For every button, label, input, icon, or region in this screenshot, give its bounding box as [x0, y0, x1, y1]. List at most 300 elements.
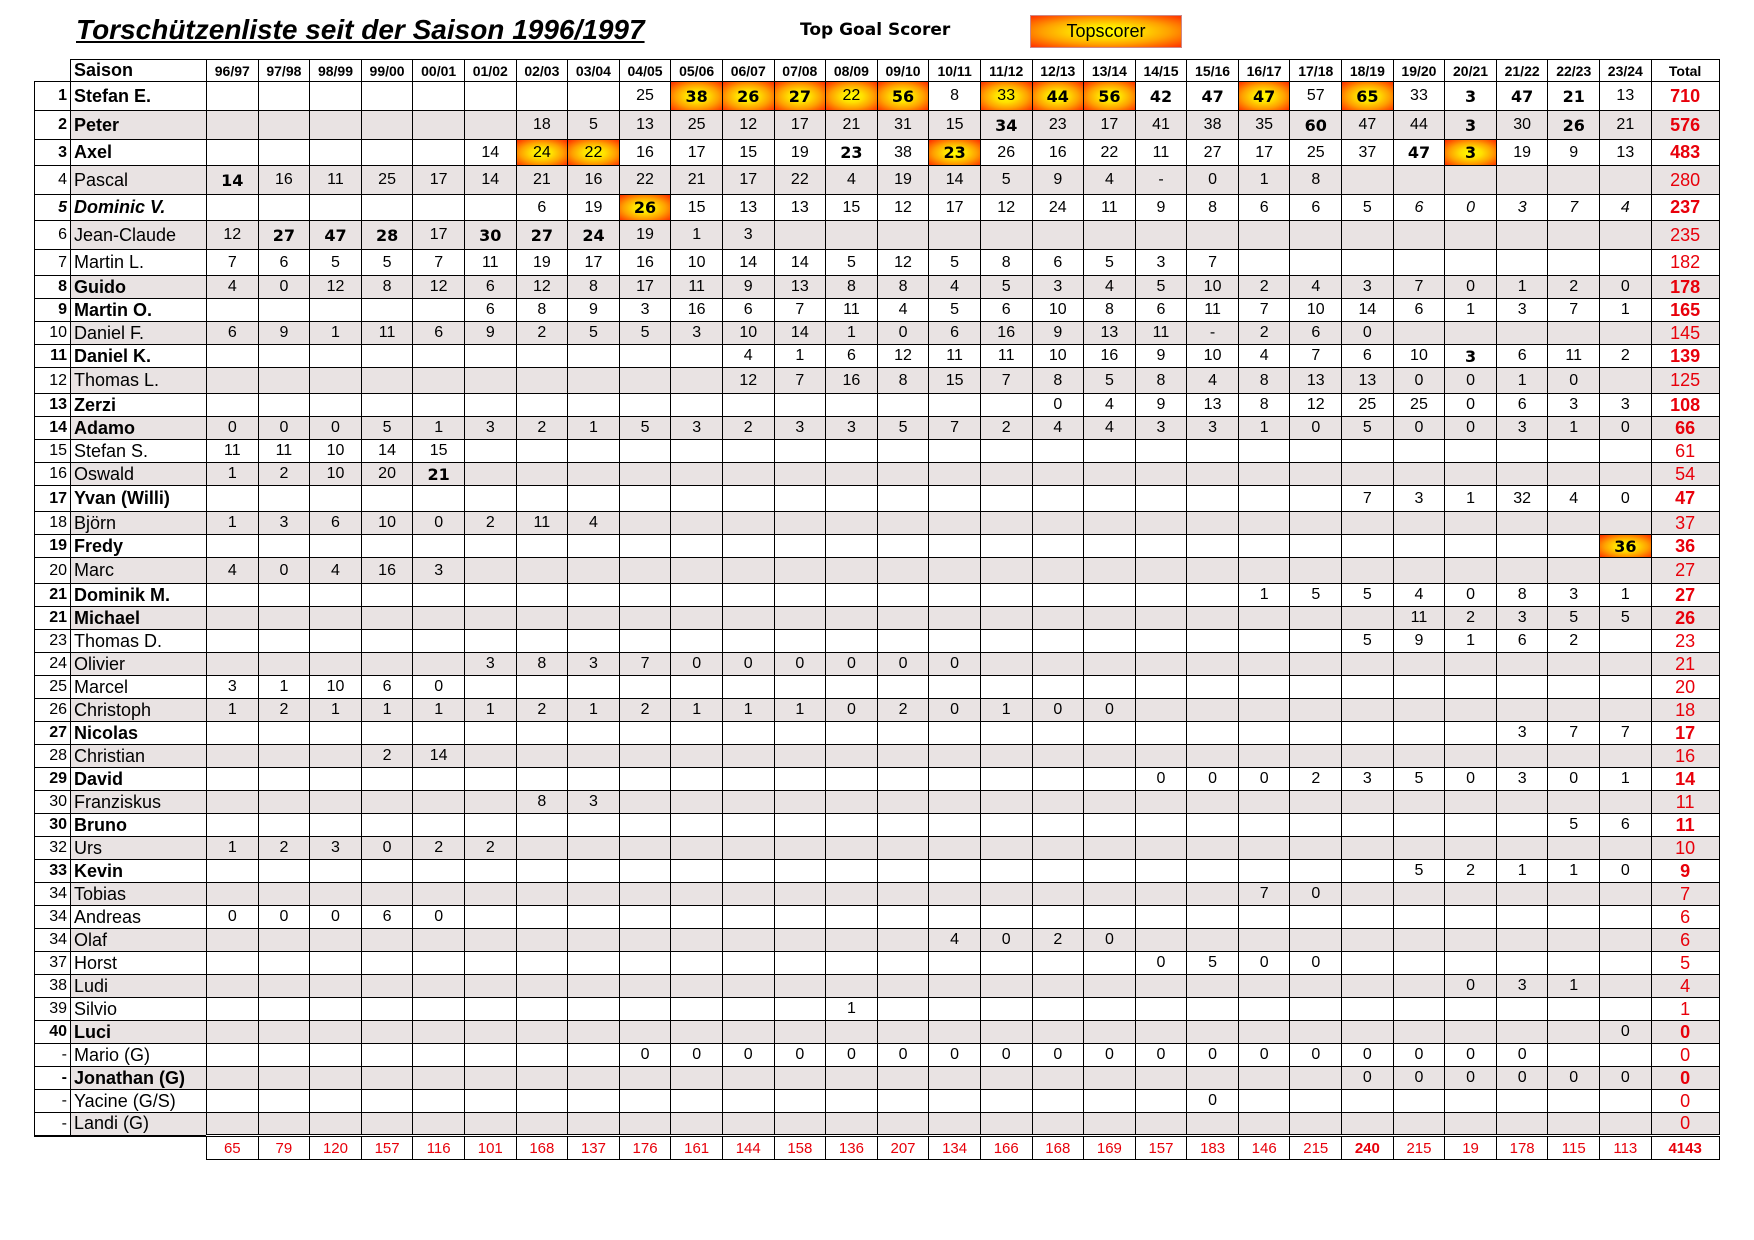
goal-cell: 4 [722, 345, 774, 368]
goal-cell: 22 [619, 166, 671, 195]
goal-cell: 11 [671, 276, 723, 299]
goal-cell: 2 [516, 322, 568, 345]
goal-cell [258, 653, 310, 676]
goal-cell: 5 [1187, 952, 1239, 975]
goal-cell: 1 [1238, 417, 1290, 440]
goal-cell: 0 [1600, 860, 1652, 883]
goal-cell [1238, 814, 1290, 837]
goal-cell [1290, 558, 1342, 584]
row-rank: 12 [35, 368, 71, 394]
goal-cell [464, 82, 516, 111]
goal-cell [413, 486, 465, 512]
goal-cell: 0 [1548, 768, 1600, 791]
goal-cell: 2 [980, 417, 1032, 440]
player-total: 7 [1651, 883, 1719, 906]
goal-cell: 1 [568, 417, 620, 440]
goal-cell [774, 906, 826, 929]
goal-cell [258, 299, 310, 322]
goal-cell [361, 883, 413, 906]
goal-cell: 14 [464, 140, 516, 166]
season-total: 113 [1600, 1136, 1652, 1160]
goal-cell: 2 [877, 699, 929, 722]
goal-cell [980, 630, 1032, 653]
goal-cell [1032, 860, 1084, 883]
goal-cell [361, 345, 413, 368]
player-total: 483 [1651, 140, 1719, 166]
goal-cell [207, 195, 259, 221]
goal-cell [1032, 676, 1084, 699]
season-total: 157 [1135, 1136, 1187, 1160]
row-rank: - [35, 1067, 71, 1090]
season-total: 144 [722, 1136, 774, 1160]
goal-cell [464, 394, 516, 417]
goal-cell: 17 [413, 221, 465, 250]
goal-cell: 4 [1084, 166, 1136, 195]
goal-cell [464, 195, 516, 221]
goal-cell [516, 837, 568, 860]
player-total: 36 [1651, 535, 1719, 558]
player-name: Jean-Claude [71, 221, 207, 250]
goal-cell: 18 [516, 111, 568, 140]
goal-cell: 23 [826, 140, 878, 166]
goal-cell [1600, 745, 1652, 768]
goal-cell: 15 [671, 195, 723, 221]
goal-cell: 24 [568, 221, 620, 250]
goal-cell [361, 584, 413, 607]
goal-cell [207, 111, 259, 140]
goal-cell: 22 [1084, 140, 1136, 166]
goal-cell [1445, 535, 1497, 558]
goal-cell [1393, 676, 1445, 699]
goal-cell [1135, 653, 1187, 676]
goal-cell [722, 607, 774, 630]
player-total: 0 [1651, 1044, 1719, 1067]
goal-cell [207, 394, 259, 417]
goal-cell [413, 299, 465, 322]
goal-cell: 23 [929, 140, 981, 166]
goal-cell [826, 440, 878, 463]
goal-cell [929, 860, 981, 883]
goal-cell [413, 630, 465, 653]
goal-cell [310, 998, 362, 1021]
goal-cell [722, 1021, 774, 1044]
goal-cell [619, 814, 671, 837]
goal-cell: 1 [671, 699, 723, 722]
goal-cell [980, 558, 1032, 584]
header-season: 23/24 [1600, 60, 1652, 82]
goal-cell [929, 1021, 981, 1044]
goal-cell [516, 814, 568, 837]
goal-cell: 21 [671, 166, 723, 195]
goal-cell [516, 1044, 568, 1067]
goal-cell: 9 [1393, 630, 1445, 653]
goal-cell: 0 [1393, 1067, 1445, 1090]
goal-cell [1600, 512, 1652, 535]
grand-total: 4143 [1651, 1136, 1719, 1160]
goal-cell [516, 486, 568, 512]
table-row [35, 929, 1720, 952]
goal-cell: 25 [1290, 140, 1342, 166]
goal-cell: 9 [1135, 394, 1187, 417]
goal-cell [1084, 607, 1136, 630]
player-total: 0 [1651, 1090, 1719, 1113]
header-season: 19/20 [1393, 60, 1445, 82]
player-total: 9 [1651, 860, 1719, 883]
goal-cell [1548, 322, 1600, 345]
goal-cell [671, 1113, 723, 1136]
goal-cell [1496, 653, 1548, 676]
goal-cell: 0 [1342, 322, 1394, 345]
goal-cell [929, 1090, 981, 1113]
goal-cell [464, 883, 516, 906]
goal-cell [619, 584, 671, 607]
goal-cell [1393, 1090, 1445, 1113]
goal-cell: 7 [1393, 276, 1445, 299]
goal-cell [1600, 883, 1652, 906]
goal-cell [258, 1044, 310, 1067]
goal-cell: 11 [1135, 322, 1187, 345]
goal-cell [310, 345, 362, 368]
goal-cell [826, 607, 878, 630]
goal-cell: 1 [722, 699, 774, 722]
table-row [35, 535, 1720, 558]
goal-cell [1600, 837, 1652, 860]
goal-cell [516, 584, 568, 607]
goal-cell [980, 814, 1032, 837]
goal-cell [1238, 512, 1290, 535]
goal-cell [516, 1021, 568, 1044]
goal-cell [207, 952, 259, 975]
goal-cell [980, 394, 1032, 417]
goal-cell: 6 [1496, 630, 1548, 653]
goal-cell [1496, 1021, 1548, 1044]
table-row [35, 1113, 1720, 1136]
goal-cell: 0 [1135, 768, 1187, 791]
goal-cell [980, 975, 1032, 998]
goal-cell: 0 [1084, 699, 1136, 722]
row-rank: 11 [35, 345, 71, 368]
table-row [35, 166, 1720, 195]
goal-cell: 8 [516, 299, 568, 322]
goal-cell [516, 558, 568, 584]
goal-cell: 16 [361, 558, 413, 584]
season-total: 136 [826, 1136, 878, 1160]
goal-cell [774, 221, 826, 250]
goal-cell [929, 837, 981, 860]
goal-cell: 4 [1238, 345, 1290, 368]
goal-cell [877, 837, 929, 860]
goal-cell [1084, 676, 1136, 699]
goal-cell: 19 [877, 166, 929, 195]
player-name: Landi (G) [71, 1113, 207, 1136]
goal-cell [722, 676, 774, 699]
row-rank: 24 [35, 653, 71, 676]
goal-cell [1496, 1113, 1548, 1136]
goal-cell: 7 [1548, 722, 1600, 745]
goal-cell: 5 [1342, 630, 1394, 653]
goal-cell: 25 [361, 166, 413, 195]
goal-cell [413, 722, 465, 745]
goal-cell [671, 512, 723, 535]
row-rank: 19 [35, 535, 71, 558]
goal-cell [310, 630, 362, 653]
goal-cell: 13 [1342, 368, 1394, 394]
goal-cell: 1 [207, 512, 259, 535]
goal-cell: 3 [1445, 82, 1497, 111]
goal-cell [619, 722, 671, 745]
goal-cell: 44 [1032, 82, 1084, 111]
goal-cell [1238, 1090, 1290, 1113]
goal-cell: 9 [258, 322, 310, 345]
goal-cell: 0 [619, 1044, 671, 1067]
goal-cell: 2 [1600, 345, 1652, 368]
goal-cell [207, 140, 259, 166]
goal-cell [1548, 952, 1600, 975]
goal-cell [774, 998, 826, 1021]
goal-cell: 26 [1548, 111, 1600, 140]
goal-cell: 2 [464, 512, 516, 535]
goal-cell [877, 722, 929, 745]
goal-cell [671, 883, 723, 906]
goal-cell: 6 [258, 250, 310, 276]
goal-cell: 7 [1238, 883, 1290, 906]
table-row [35, 82, 1720, 111]
goal-cell: 0 [1445, 584, 1497, 607]
header-season: 03/04 [568, 60, 620, 82]
goal-cell [568, 952, 620, 975]
goal-cell: 1 [1548, 860, 1600, 883]
row-rank: 40 [35, 1021, 71, 1044]
goal-cell: 10 [722, 322, 774, 345]
goal-cell [929, 558, 981, 584]
goal-cell [1548, 676, 1600, 699]
goal-cell: 3 [1032, 276, 1084, 299]
season-total: 157 [361, 1136, 413, 1160]
header-season: 05/06 [671, 60, 723, 82]
goal-cell [980, 998, 1032, 1021]
goal-cell: 0 [1032, 1044, 1084, 1067]
goal-cell [877, 883, 929, 906]
goal-cell [310, 82, 362, 111]
goal-cell: 6 [826, 345, 878, 368]
goal-cell [568, 368, 620, 394]
goal-cell [1238, 535, 1290, 558]
goal-cell: 0 [877, 653, 929, 676]
goal-cell [207, 1090, 259, 1113]
goal-cell [1032, 952, 1084, 975]
goal-cell [464, 975, 516, 998]
goal-cell [1187, 512, 1239, 535]
goal-cell: 8 [1135, 368, 1187, 394]
goal-cell: 5 [929, 250, 981, 276]
goal-cell [1496, 699, 1548, 722]
goal-cell [619, 791, 671, 814]
goal-cell [826, 463, 878, 486]
goal-cell [929, 1113, 981, 1136]
row-rank: 3 [35, 140, 71, 166]
goal-cell: 41 [1135, 111, 1187, 140]
goal-cell [1135, 486, 1187, 512]
goal-cell [516, 975, 568, 998]
season-total: 215 [1290, 1136, 1342, 1160]
goal-cell: 13 [1600, 82, 1652, 111]
table-row [35, 607, 1720, 630]
goal-cell [929, 791, 981, 814]
goal-cell [1393, 906, 1445, 929]
player-total: 54 [1651, 463, 1719, 486]
table-row [35, 837, 1720, 860]
season-total: 19 [1445, 1136, 1497, 1160]
goal-cell [1032, 1113, 1084, 1136]
goal-cell [310, 1044, 362, 1067]
goal-cell: 11 [464, 250, 516, 276]
goal-cell: 9 [722, 276, 774, 299]
goal-cell [361, 1113, 413, 1136]
goal-cell: 5 [1342, 417, 1394, 440]
goal-cell [1032, 791, 1084, 814]
goal-cell: 6 [1393, 299, 1445, 322]
goal-cell: 11 [516, 512, 568, 535]
goal-cell: 8 [980, 250, 1032, 276]
goal-cell [1032, 975, 1084, 998]
goal-cell [1600, 791, 1652, 814]
goal-cell [207, 791, 259, 814]
goal-cell [1342, 906, 1394, 929]
goal-cell: 25 [1393, 394, 1445, 417]
goal-cell: 0 [1135, 1044, 1187, 1067]
goal-cell [1187, 486, 1239, 512]
goal-cell: 8 [826, 276, 878, 299]
goal-cell: 5 [1290, 584, 1342, 607]
goal-cell [1548, 535, 1600, 558]
goal-cell: 6 [722, 299, 774, 322]
goal-cell [826, 512, 878, 535]
goal-cell [929, 998, 981, 1021]
goal-cell [1135, 512, 1187, 535]
goal-cell [258, 883, 310, 906]
goal-cell [516, 440, 568, 463]
goal-cell [310, 486, 362, 512]
goal-cell [258, 345, 310, 368]
goal-cell [361, 394, 413, 417]
goal-cell: 5 [877, 417, 929, 440]
goal-cell [619, 860, 671, 883]
row-rank: 23 [35, 630, 71, 653]
goal-cell [1135, 221, 1187, 250]
goal-cell: 1 [671, 221, 723, 250]
goal-cell [516, 952, 568, 975]
goal-cell [1187, 699, 1239, 722]
goal-cell [1187, 463, 1239, 486]
goal-cell [310, 368, 362, 394]
goal-cell [619, 837, 671, 860]
goal-cell [1084, 463, 1136, 486]
goal-cell [1238, 699, 1290, 722]
goal-cell: 8 [1238, 368, 1290, 394]
goal-cell [568, 883, 620, 906]
goal-cell [207, 368, 259, 394]
goal-cell: 0 [1496, 1067, 1548, 1090]
goal-cell [1445, 1021, 1497, 1044]
goal-cell [980, 463, 1032, 486]
goal-cell: 8 [1187, 195, 1239, 221]
goal-cell: 57 [1290, 82, 1342, 111]
header-season: 10/11 [929, 60, 981, 82]
table-row [35, 1021, 1720, 1044]
goal-cell [1135, 699, 1187, 722]
goal-cell [361, 929, 413, 952]
goal-cell [826, 722, 878, 745]
goal-cell [310, 814, 362, 837]
goal-cell [1600, 1044, 1652, 1067]
goal-cell [1393, 952, 1445, 975]
goal-cell: 0 [310, 906, 362, 929]
goal-cell: 0 [1032, 394, 1084, 417]
goal-cell [1342, 998, 1394, 1021]
player-total: 4 [1651, 975, 1719, 998]
table-row [35, 299, 1720, 322]
goal-cell [1135, 860, 1187, 883]
goal-cell [1084, 1090, 1136, 1113]
header-season: 97/98 [258, 60, 310, 82]
goal-cell: 0 [1187, 768, 1239, 791]
goal-cell [1600, 463, 1652, 486]
player-total: 182 [1651, 250, 1719, 276]
goal-cell: 37 [1342, 140, 1394, 166]
goal-cell [361, 975, 413, 998]
player-name: Andreas [71, 906, 207, 929]
goal-cell: 6 [1393, 195, 1445, 221]
player-name: Peter [71, 111, 207, 140]
row-rank: 39 [35, 998, 71, 1021]
goal-cell: 0 [980, 1044, 1032, 1067]
goal-cell [722, 883, 774, 906]
player-total: 11 [1651, 814, 1719, 837]
goal-cell [671, 440, 723, 463]
goal-cell: 7 [413, 250, 465, 276]
goal-cell [877, 486, 929, 512]
goal-cell [722, 630, 774, 653]
goal-cell [413, 975, 465, 998]
goal-cell: 5 [980, 166, 1032, 195]
goal-cell: 0 [1393, 1044, 1445, 1067]
player-total: 27 [1651, 584, 1719, 607]
goal-cell: 19 [568, 195, 620, 221]
player-total: 21 [1651, 653, 1719, 676]
goal-cell [619, 512, 671, 535]
goal-cell [1600, 998, 1652, 1021]
goal-cell [310, 1113, 362, 1136]
goal-cell [980, 653, 1032, 676]
goal-cell [1342, 745, 1394, 768]
goal-cell: 5 [1393, 860, 1445, 883]
goal-cell [877, 791, 929, 814]
goal-cell [774, 745, 826, 768]
goal-cell [877, 1021, 929, 1044]
goal-cell: 3 [413, 558, 465, 584]
table-row [35, 417, 1720, 440]
goal-cell [1290, 630, 1342, 653]
goal-cell [1393, 998, 1445, 1021]
table-row [35, 722, 1720, 745]
goal-cell [722, 906, 774, 929]
player-name: Dominik M. [71, 584, 207, 607]
goal-cell [1393, 322, 1445, 345]
goal-cell [1445, 221, 1497, 250]
goal-cell [1445, 1090, 1497, 1113]
goal-cell [1187, 607, 1239, 630]
goal-cell [774, 929, 826, 952]
